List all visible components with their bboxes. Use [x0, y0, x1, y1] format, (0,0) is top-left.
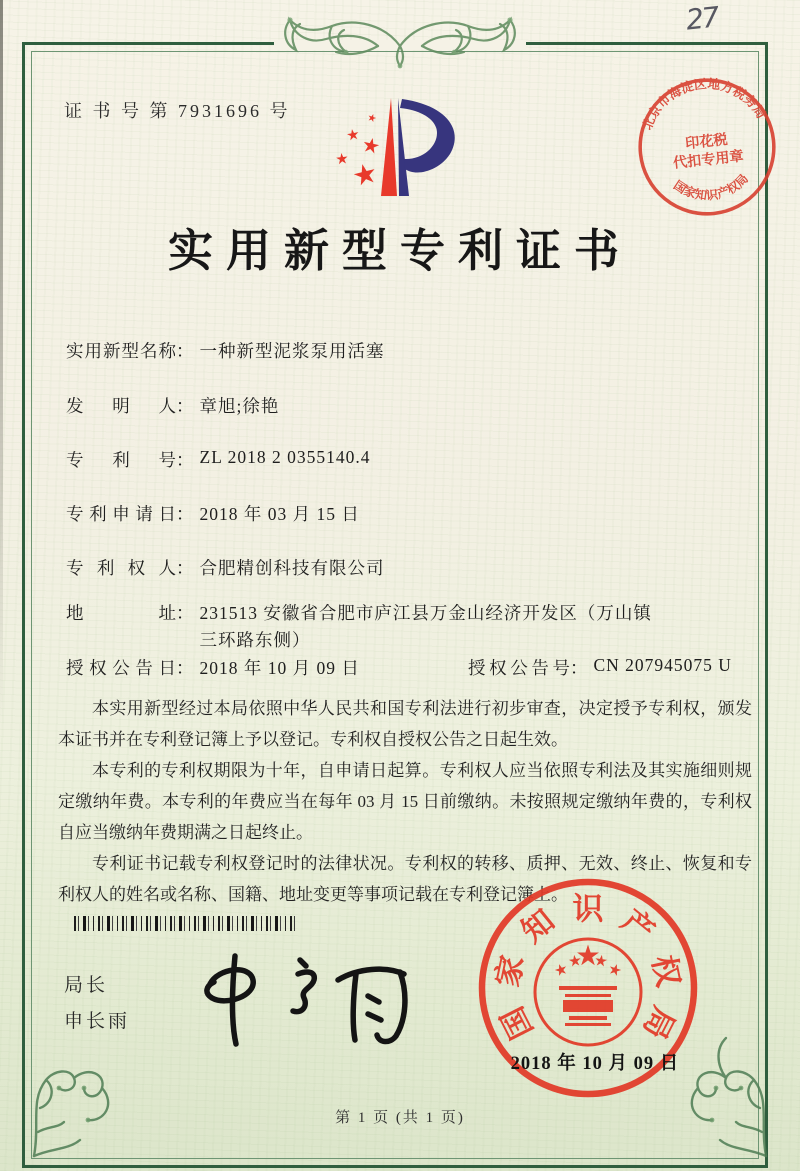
body-paragraph-3: 专利证书记载专利权登记时的法律状况。专利权的转移、质押、无效、终止、恢复和专利权人的姓名或名称、国籍、地址变更等事项记载在专利登记簿上。 [58, 854, 752, 904]
field-row-patentee [66, 555, 385, 580]
field-row-grant-date [66, 655, 360, 680]
field-colon: ： [176, 396, 194, 416]
field-label: 专利号 [66, 450, 176, 470]
field-label: 地址 [66, 603, 176, 623]
field-colon: ： [176, 504, 194, 524]
field-label: 专利权人 [66, 558, 176, 578]
field-colon: ： [176, 450, 194, 470]
seal-char: 产 [614, 902, 662, 950]
certificate-number: 证 书 号 第 7931696 号 [64, 101, 291, 121]
field-colon: ： [176, 558, 194, 578]
bottom-left-flourish-icon [24, 1028, 142, 1160]
field-value: 2018 年 10 月 09 日 [199, 658, 360, 678]
field-row-filing-date [66, 501, 360, 526]
cnipa-logo-icon [298, 86, 513, 211]
field-colon: ： [570, 658, 588, 678]
svg-text:国家知识产权局 [670, 171, 753, 207]
field-value: 章旭;徐艳 [199, 396, 280, 416]
field-row-grant-number [468, 655, 732, 680]
barcode-icon [74, 916, 298, 931]
tax-stamp-icon [618, 58, 796, 236]
field-value: 2018 年 03 月 15 日 [199, 504, 360, 524]
seal-char: 知 [514, 902, 562, 950]
handwritten-note: 27 [684, 0, 720, 37]
director-title-label: 局长 [64, 975, 109, 996]
field-colon: ： [176, 603, 194, 623]
field-row-address [66, 600, 670, 654]
director-name: 申长雨 [64, 1011, 131, 1032]
body-paragraph-2: 本专利的专利权期限为十年，自申请日起算。专利权人应当依照专利法及其实施细则规定缴纳年费。本专利的年费应当在每年 03 月 15 日前缴纳。未按照规定缴纳年费的，专利权自应当缴纳年费期满之日起终止。 [58, 761, 752, 842]
field-value: ZL 2018 2 0355140.4 [199, 447, 371, 467]
field-value: CN 207945075 U [593, 655, 732, 675]
seal-char: 家 [489, 952, 531, 990]
field-label: 专利申请日 [66, 504, 176, 524]
seal-char: 国 [494, 1001, 540, 1045]
field-label: 实用新型名称 [66, 341, 176, 361]
field-row-inventor [66, 393, 279, 418]
tax-stamp-center-line2: 代扣专用章 [672, 148, 745, 172]
field-label: 发明人 [66, 396, 176, 416]
scan-edge-shadow [0, 0, 3, 726]
field-value: 一种新型泥浆泵用活塞 [199, 341, 385, 361]
field-colon: ： [176, 341, 194, 361]
director-signature-icon [188, 944, 428, 1052]
tax-stamp-top-arc: 北京市海淀区地方税务局 [640, 76, 769, 132]
body-paragraph-1: 本实用新型经过本局依照中华人民共和国专利法进行初步审查，决定授予专利权，颁发本证书并在专利登记簿上予以登记。专利权自授权公告之日起生效。 [58, 699, 752, 749]
field-value: 231513 安徽省合肥市庐江县万金山经济开发区（万山镇三环路东侧） [199, 603, 652, 650]
certificate-title: 实用新型专利证书 [167, 226, 632, 276]
field-row-patent-number [66, 447, 370, 472]
field-label: 授权公告日 [66, 658, 176, 678]
field-value: 合肥精创科技有限公司 [199, 558, 385, 578]
seal-char: 权 [645, 952, 687, 990]
seal-char: 局 [636, 1001, 682, 1045]
seal-date: 2018 年 10 月 09 日 [510, 1054, 680, 1074]
field-colon: ： [176, 658, 194, 678]
tax-stamp-center-line1: 印花税 [684, 131, 729, 153]
field-row-name [66, 338, 385, 363]
page-number-footer: 第 1 页 (共 1 页) [335, 1110, 465, 1126]
tax-stamp-bottom-arc: 国家知识产权局 [671, 171, 752, 203]
national-emblem-icon [535, 939, 641, 1045]
seal-char: 识 [572, 891, 604, 927]
top-flourish-ornament-icon [256, 6, 544, 72]
field-label: 授权公告号 [468, 658, 570, 678]
